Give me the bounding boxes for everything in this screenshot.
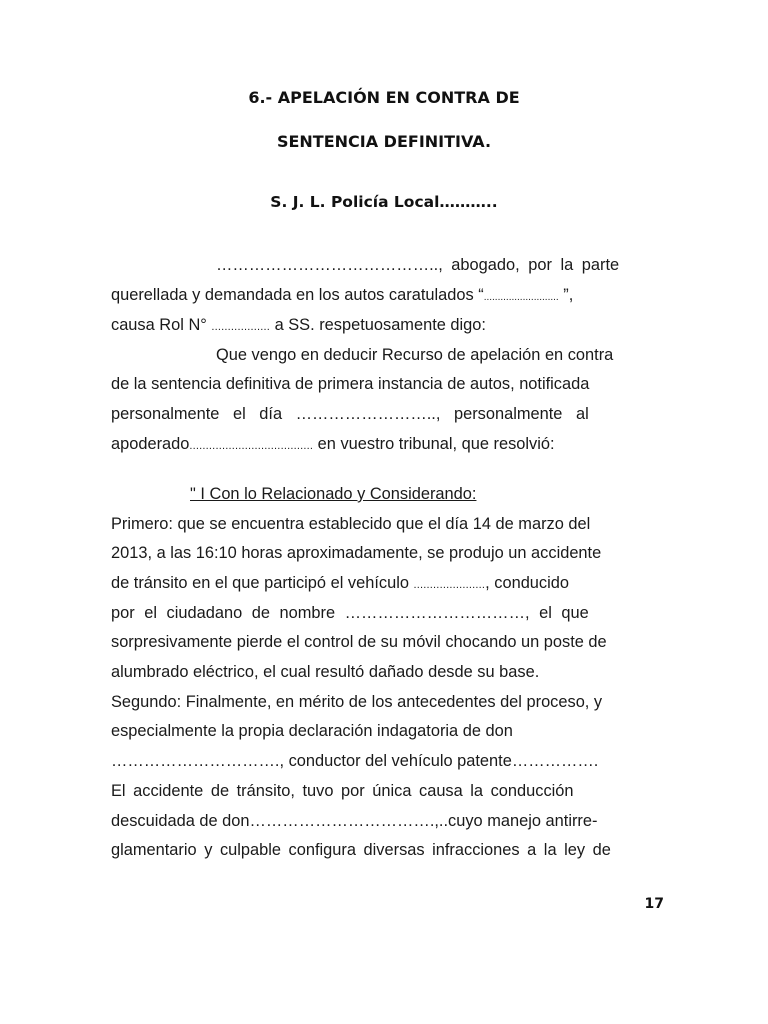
blank-dots: ..................	[211, 321, 271, 333]
resolution-line-8: especialmente la propia declaración indagatoria de don	[111, 722, 513, 740]
paragraph-2-line-4	[111, 434, 656, 456]
blank-dots: …………………………………..	[216, 256, 439, 274]
blank-dots: ......................................	[189, 440, 314, 452]
resolution-line-3	[111, 573, 656, 595]
document-title-line-2: SENTENCIA DEFINITIVA.	[276, 132, 492, 151]
blank-dots: ...........................	[483, 292, 559, 303]
text-span: querellada y demandada en los autos caratulados “	[111, 286, 484, 304]
resolution-line-12: glamentario y culpable configura diversas infracciones a la ley de	[111, 841, 611, 859]
text-span: en vuestro tribunal, que resolvió:	[313, 435, 555, 453]
resolution-line-9: …………………………., conductor del vehículo patente…………….	[111, 752, 599, 770]
paragraph-1-line-2	[111, 285, 656, 308]
document-title-line-1: 6.- APELACIÓN EN CONTRA DE	[248, 88, 520, 107]
paragraph-1-line-3	[111, 315, 656, 337]
text-span: causa Rol N°	[111, 316, 212, 334]
paragraph-1-line-1	[216, 255, 656, 275]
resolution-line-5: sorpresivamente pierde el control de su móvil chocando un poste de	[111, 633, 607, 651]
resolution-line-6: alumbrado eléctrico, el cual resultó dañado desde su base.	[111, 663, 540, 681]
text-span: a SS. respetuosamente digo:	[270, 316, 486, 334]
paragraph-2-line-1: Que vengo en deducir Recurso de apelación en contra	[216, 346, 614, 364]
paragraph-2-line-2: de la sentencia definitiva de primera instancia de autos, notificada	[111, 375, 590, 393]
page-number: 17	[644, 896, 664, 912]
text-span: , abogado, por la parte	[438, 256, 620, 274]
text-span: , conducido	[485, 574, 569, 592]
resolution-line-11: descuidada de don…………………………….,..cuyo manejo antirre-	[111, 812, 598, 830]
text-span: apoderado	[111, 435, 190, 453]
resolution-line-7: Segundo: Finalmente, en mérito de los antecedentes del proceso, y	[111, 693, 603, 711]
resolution-line-10: El accidente de tránsito, tuvo por única causa la conducción	[111, 782, 574, 800]
text-span: ”,	[558, 286, 574, 304]
resolution-line-2: 2013, a las 16:10 horas aproximadamente, se produjo un accidente	[111, 544, 602, 562]
resolution-line-4: por el ciudadano de nombre ……………………………, el que	[111, 604, 589, 622]
resolution-heading: " I Con lo Relacionado y Considerando:	[190, 485, 477, 503]
resolution-line-1: Primero: que se encuentra establecido que el día 14 de marzo del	[111, 515, 591, 533]
addressee: S. J. L. Policía Local………..	[270, 193, 498, 211]
paragraph-2-line-3: personalmente el día …………………….., personalmente al	[111, 405, 589, 423]
text-span: de tránsito en el que participó el vehículo	[111, 574, 414, 592]
blank-dots: ......................	[413, 579, 486, 591]
